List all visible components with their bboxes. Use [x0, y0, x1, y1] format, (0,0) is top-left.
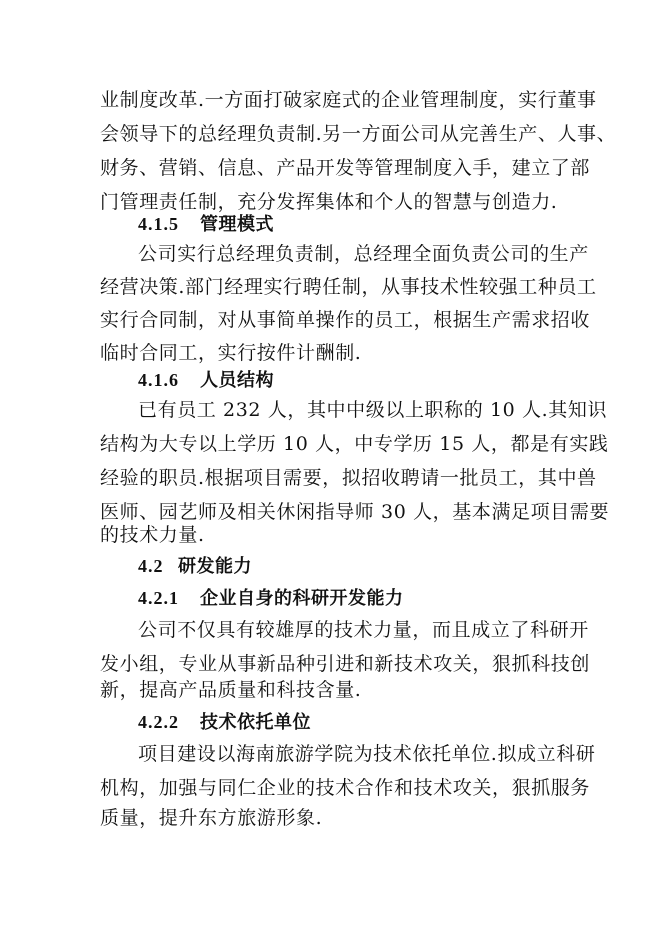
section-number: 4.2.1 [138, 588, 179, 608]
paragraph-line: 经营决策.部门经理实行聘任制，从事技术性较强工种员工 [100, 276, 597, 298]
section-heading-4-1-6 [138, 368, 274, 392]
paragraph-line: 发小组，专业从事新品种引进和新技术攻关，狠抓科技创 [100, 653, 591, 675]
paragraph-line: 实行合同制，对从事简单操作的员工，根据生产需求招收 [100, 309, 591, 331]
paragraph-line: 项目建设以海南旅游学院为技术依托单位.拟成立科研 [138, 743, 596, 765]
intro-line-4: 门管理责任制，充分发挥集体和个人的智慧与创造力. [100, 191, 558, 213]
section-number: 4.2 [138, 556, 164, 576]
paragraph-line: 机构，加强与同仁企业的技术合作和技术攻关，狠抓服务 [100, 777, 591, 799]
paragraph-line: 质量，提升东方旅游形象. [100, 807, 323, 829]
section-title: 管理模式 [200, 214, 274, 235]
section-heading-4-2-1 [138, 586, 404, 610]
section-number: 4.2.2 [138, 712, 179, 732]
paragraph-line: 公司实行总经理负责制，总经理全面负责公司的生产 [138, 243, 589, 265]
paragraph-line: 临时合同工，实行按件计酬制. [100, 342, 362, 364]
section-heading-4-2-2 [138, 710, 311, 734]
intro-line-3: 财务、营销、信息、产品开发等管理制度入手，建立了部 [100, 157, 591, 179]
paragraph-line: 的技术力量. [100, 524, 205, 546]
section-title: 企业自身的科研开发能力 [200, 588, 404, 609]
section-title: 研发能力 [178, 556, 252, 577]
section-title: 人员结构 [200, 370, 274, 391]
section-title: 技术依托单位 [200, 712, 311, 733]
section-heading-4-1-5 [138, 212, 274, 236]
paragraph-line: 公司不仅具有较雄厚的技术力量，而且成立了科研开 [138, 619, 589, 641]
paragraph-line: 结构为大专以上学历 10 人，中专学历 15 人，都是有实践 [100, 433, 609, 455]
intro-line-1: 业制度改革.一方面打破家庭式的企业管理制度，实行董事 [100, 89, 597, 111]
section-number: 4.1.6 [138, 370, 179, 390]
paragraph-line: 已有员工 232 人，其中中级以上职称的 10 人.其知识 [138, 399, 608, 421]
paragraph-line: 经验的职员.根据项目需要，拟招收聘请一批员工，其中兽 [100, 467, 597, 489]
paragraph-line: 新，提高产品质量和科技含量. [100, 679, 362, 701]
section-number: 4.1.5 [138, 214, 179, 234]
section-heading-4-2 [138, 554, 252, 578]
paragraph-line: 医师、园艺师及相关休闲指导师 30 人，基本满足项目需要 [100, 501, 610, 523]
intro-line-2: 会领导下的总经理负责制.另一方面公司从完善生产、人事、 [100, 123, 617, 145]
